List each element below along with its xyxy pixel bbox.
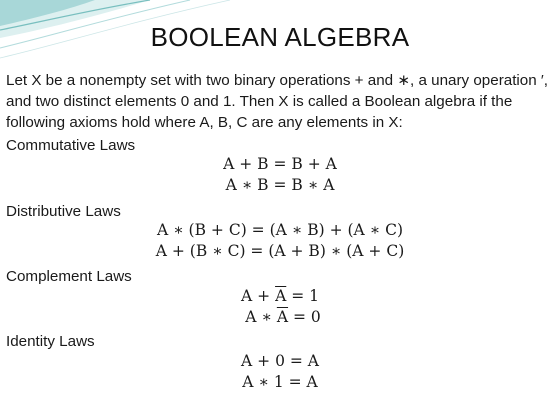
equation-complement-star [0, 308, 560, 326]
equation-commutative-star: A ∗ B = B ∗ A [225, 176, 335, 194]
equation-identity-plus: A + 0 = A [241, 352, 319, 370]
complement-a-overline: $\overline{A}$ [276, 308, 289, 326]
equation-identity-star: A ∗ 1 = A [242, 373, 318, 391]
heading-commutative-laws: Commutative Laws [6, 137, 136, 154]
heading-distributive-laws: Distributive Laws [6, 203, 121, 220]
heading-complement-laws: Complement Laws [6, 268, 132, 285]
heading-identity-laws: Identity Laws [6, 333, 95, 350]
equation-part: A ∗ [245, 308, 277, 326]
equation-complement-plus [0, 287, 560, 305]
slide-title: BOOLEAN ALGEBRA [150, 22, 410, 52]
equation-distributive-plus: A + (B ∗ C) = (A + B) ∗ (A + C) [155, 242, 405, 260]
intro-paragraph: Let X be a nonempty set with two binary operations + and ∗, a unary operation ′, and two distinct elements 0 and 1. Then X is called a Boolean algebra if the following axioms hold where A, B, C are any elements in X: [6, 72, 548, 131]
equation-distributive-star: A ∗ (B + C) = (A ∗ B) + (A ∗ C) [156, 221, 404, 239]
equation-commutative-plus: A + B = B + A [223, 155, 337, 173]
equation-part: = 1 [286, 287, 319, 305]
equation-part: A + [241, 287, 276, 305]
equation-part: = 0 [288, 308, 321, 326]
complement-a-overline: $\overline{A}$ [275, 287, 287, 305]
